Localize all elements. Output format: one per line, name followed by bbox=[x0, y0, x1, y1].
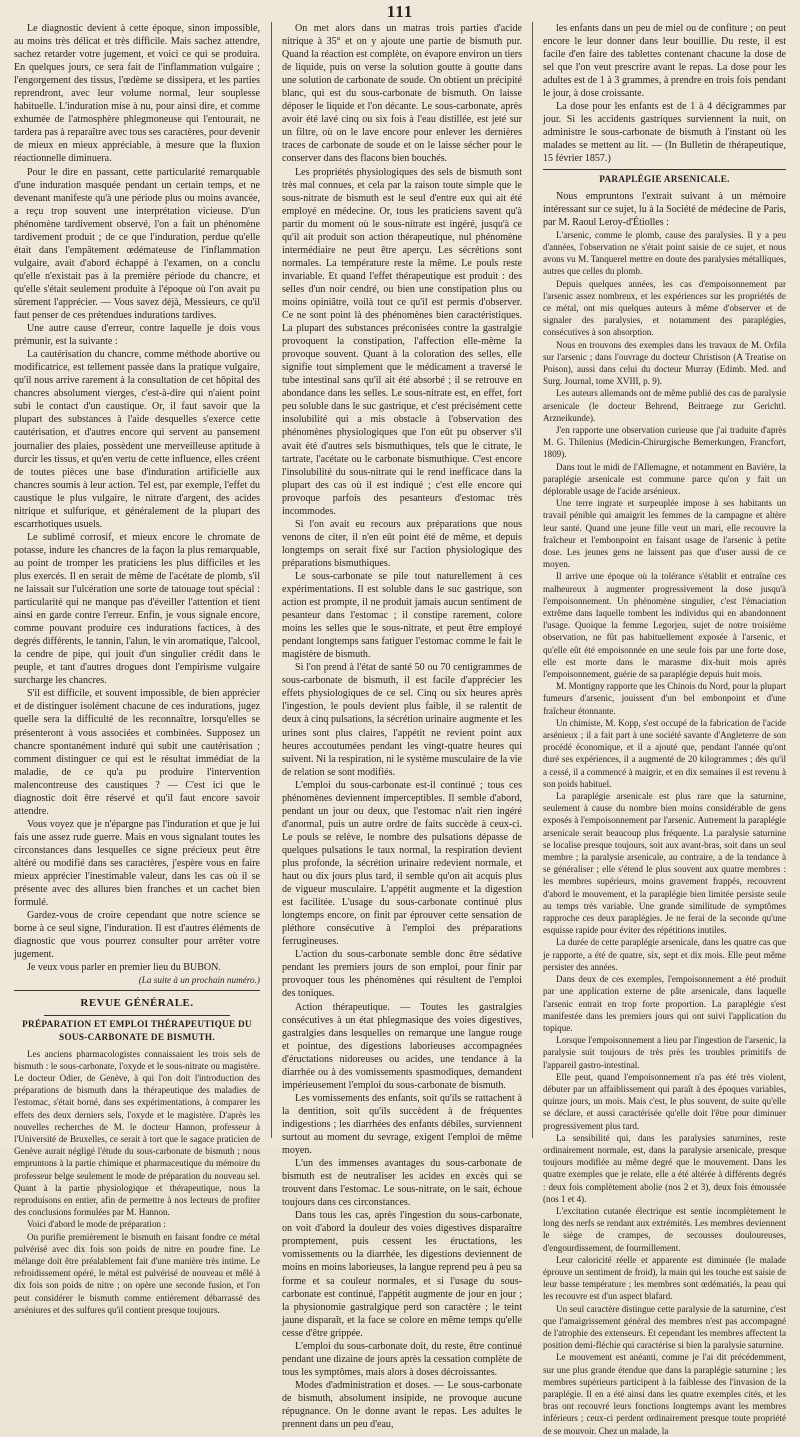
paragraph: Pour le dire en passant, cette particularité remarquable d'une induration masquée pendant un certain temps, et ne devenant manifeste qu'à une période plus ou moins avancée, a reçu trop souvent une interprétation vicieuse. D'un phénomène tardivement observé, l'on a fait un phénomène tardivement produit ; de ce que l'induration, perdue qu'elle était dans l'empâtement œdémateuse de l'inflammation vulgaire, avait d'abord échappé à l'examen, on a conclu qu'elle n'existait pas à la première période du chancre, et qu'elle s'était seulement produite à l'époque où l'on avait pu sûrement l'apprécier. — Vous savez déjà, Messieurs, ce qu'il faut penser de ces prétendues indurations tardives. bbox=[14, 166, 260, 322]
paragraph: L'emploi du sous-carbonate doit, du reste, être continué pendant une dizaine de jours après la cessation complète de tous les symptômes, mais alors à doses décroissantes. bbox=[282, 1340, 522, 1378]
paragraph: Le sublimé corrosif, et mieux encore le chromate de potasse, indure les chancres de la façon la plus remarquable, au point de tromper les praticiens les plus difficiles et les plus exercés. Il en serait de même de l'acétate de plomb, s'il ne laissait sur l'ulcération une sorte de tatouage tout spécial : particularité qui ne manque pas d'éveiller l'attention et tient ainsi en garde contre l'erreur. Enfin, je vous signale encore, comme pouvant produire ces indurations factices, à des degrés différents, le tannin, l'alun, le vin aromatique, l'alcool, la cendre de pipe, qui jouit d'un singulier crédit dans le peuple, et tant d'autres drogues dont l'empirisme vulgaire surcharge les chancres. bbox=[14, 531, 260, 687]
paragraph: Nous empruntons l'extrait suivant à un mémoire intéressant sur ce sujet, lu à la Société de médecine de Paris, par M. Raoul Leroy-d'Étiolles : bbox=[543, 190, 786, 228]
paragraph: La paraplégie arsenicale est plus rare que la saturnine, seulement à cause du nombre bien moins considérable de gens exposés à l'empoisonnement par l'arsenic. Autrement la paraplégie arsenicale serait beaucoup plus fréquente. La paralysie saturnine se localise presque toujours, soit aux avant-bras, soit dans un seul membre ; la paralysie arsenicale, au contraire, a de la tendance à se généraliser ; elle s'étend le plus souvent aux quatre membres : les membres supérieurs, moins gravement frappés, recouvrent d'abord le mouvement, et la paraplégie bien limitée persiste seule au temps très variable. Une grande similitude de symptômes rapproche ces deux paraplégies. Je ne ferai de la seconde qu'une esquisse rapide pour éviter des répétitions inutiles. bbox=[543, 791, 786, 936]
paragraph: L'excitation cutanée électrique est sentie incomplètement le long des nerfs se rendant aux extrémités. Les membres deviennent le siège de crampes, de secousses douloureuses, d'engourdissement, de fourmillement. bbox=[543, 1205, 786, 1253]
article-title: PRÉPARATION ET EMPLOI THÉRAPEUTIQUE DU SOUS-CARBONATE DE BISMUTH. bbox=[22, 1018, 252, 1042]
column-rule bbox=[532, 22, 533, 1138]
paragraph: M. Montigny rapporte que les Chinois du Nord, pour la plupart fumeurs d'arsenic, jouissent d'un bel embonpoint et d'une fraîcheur étonnante. bbox=[543, 681, 786, 716]
article-title: PARAPLÉGIE ARSENICALE. bbox=[599, 173, 730, 184]
paragraph: S'il est difficile, et souvent impossible, de bien apprécier et de distinguer isolément chacune de ces indurations, jugez quelle sera la difficulté de les reconnaître, lorsqu'elles se présenteront à vous associées et combinées. Supposez un chancre spontanément induré qui subit une cautérisation ; comment distinguer ce qui est le résultat immédiat de la maladie, de ce qu'a pu produire l'intervention malencontreuse des caustiques ? — C'est ici que le diagnostic doit être réservé et qu'il faut encore savoir attendre. bbox=[14, 688, 260, 817]
column-1 bbox=[14, 22, 260, 1315]
paragraph: Dans deux de ces exemples, l'empoisonnement a été produit par une application externe de pâte arsenicale, dans laquelle l'arsenic entrait en trop forte proportion. La paraplégie s'est manifestée dans les premiers jours qui ont suivi l'application du topique. bbox=[543, 974, 786, 1033]
paragraph: L'action du sous-carbonate semble donc être sédative pendant les premiers jours de son emploi, pour finir par provoquer tous les phénomènes qui résultent de l'emploi des toniques. bbox=[282, 949, 522, 1000]
paragraph: La dose pour les enfants est de 1 à 4 décigrammes par jour. Si les accidents gastriques surviennent la nuit, on administre le sous-carbonate de bismuth à l'instant où les malades se mettent au lit. — (In Bulletin de thérapeutique, 15 février 1857.) bbox=[543, 101, 786, 165]
paragraph: L'arsenic, comme le plomb, cause des paralysies. Il y a peu d'années, l'observation ne s'était point saisie de ce sujet, et nous avons vu M. Tanquerel mettre en doute des paralysies métalliques, autres que celles du plomb. bbox=[543, 229, 786, 277]
column-3 bbox=[543, 22, 786, 1436]
paragraph: Je veux vous parler en premier lieu du BUBON. bbox=[27, 962, 221, 974]
paragraph: Le mouvement est anéanti, comme je l'ai dit précédemment, sur une plus grande étendue que dans la paraplégie saturnine ; les membres supérieurs participent à la faiblesse des l'invasion de la paraplégie. Il en a été ainsi dans les quatre exemples cités, et les bras ont recouvré leurs fonctions longtemps avant les membres inférieurs ; ceux-ci perdent ordinairement presque toute propriété de se mouvoir. Chez un malade, la bbox=[543, 1352, 786, 1436]
paragraph: Lorsque l'empoisonnement a lieu par l'ingestion de l'arsenic, la paralysie suit toujours de très près les troubles primitifs de l'appareil gastro-intestinal. bbox=[543, 1035, 786, 1070]
paragraph: Modes d'administration et doses. — Le sous-carbonate de bismuth, absolument insipide, ne provoque aucune répugnance. On le donne avant le repas. Les adultes le prennent dans un peu d'eau, bbox=[282, 1379, 522, 1431]
paragraph: L'un des immenses avantages du sous-carbonate de bismuth est de neutraliser les acides en excès qui se trouvent dans l'estomac. Le sous-nitrate, on le sait, échoue toujours dans ces circonstances. bbox=[282, 1158, 522, 1209]
sequel-note: (La suite à un prochain numéro.) bbox=[138, 975, 260, 986]
paragraph: Les vomissements des enfants, soit qu'ils se rattachent à la dentition, soit qu'ils succèdent à de fréquentes indigestions ; les diarrhées des enfants débiles, surviennent surtout au moment du sevrage, exigent l'emploi de même moyen. bbox=[282, 1092, 522, 1157]
paragraph: La cautérisation du chancre, comme méthode abortive ou modificatrice, est tellement passée dans la pratique vulgaire, qu'il nous arrive rarement à la consultation de cet hôpital des chancres absolument vierges, c'est-à-dire qui n'aient point subi le contact d'un caustique. Or, il faut savoir que la plupart des substances à l'aide desquelles s'exerce cette cautérisation, et d'autres encore qui servent au pansement journalier des plaies, possèdent une merveilleuse aptitude à durcir les tissus, et qu'en vertu de cette influence, elles créent de toutes pièces une base d'induration artificielle aux chancres soumis à leur action. Tel est, par exemple, l'effet du caustique le plus vulgaire, le nitrate d'argent, des acides nitrique et sulfurique, et généralement de la plupart des escarrhotiques usuels. bbox=[14, 349, 260, 530]
paragraph: Action thérapeutique. — Toutes les gastralgies consécutives à un état phlegmasique des voies digestives, gastralgies dans lesquelles on remarque une langue rouge et pointue, des digestions laborieuses accompagnées d'éructations nidoreuses ou acides, une tendance à la diarrhée ou à des vomissements spasmodiques, demandent impérieusement l'emploi du sous-carbonate de bismuth. bbox=[282, 1001, 522, 1091]
paragraph: La sensibilité qui, dans les paralysies saturnines, reste ordinairement normale, est, dans la paralysie arsenicale, presque toujours modifiée au même degré que le mouvement. Dans les quatre exemples que je relate, elle a été altérée à différents degrés : deux fois complètement abolie (nos 2 et 3), deux fois émoussée (nos 1 et 4). bbox=[543, 1132, 786, 1204]
paragraph: Elle peut, quand l'empoisonnement n'a pas été très violent, débuter par un affaiblissement qui paraît à des époques variables, quinze jours, un mois. Mais c'est, le plus souvent, de suite qu'elle se déclare, et aussi caractérisée qu'elle doit l'être pour diminuer progressivement plus tard. bbox=[543, 1071, 786, 1131]
paragraph: L'emploi du sous-carbonate est-il continué ; tous ces phénomènes deviennent imperceptibles. Il semble d'abord, pendant un jour ou deux, que l'estomac n'ait rien ingéré d'anormal, puis un autre ordre de faits succède à ceux-ci. Le pouls se relève, le nombre des pulsations dépasse de quelques pulsations le taux normal, la respiration devient plus profonde, la sécrétion urinaire redevient normale, et haut ou dix jours plus tard, il semble qu'on ait acquis plus de vigueur musculaire. L'appétit augmente et la digestion est facilitée. L'usage du sous-carbonate continué plus longtemps encore, on finit par éprouver cette sensation de pléthore consécutive à l'emploi des préparations ferrugineuses. bbox=[282, 779, 522, 948]
paragraph: Gardez-vous de croire cependant que notre science se borne à ce seul signe, l'induration. Il est d'autres éléments de diagnostic que vous pourrez consulter pour arrêter votre jugement. bbox=[14, 910, 260, 961]
page-number: 111 bbox=[386, 2, 414, 21]
paragraph: Il arrive une époque où la tolérance s'établit et entraîne ces malheureux à augmenter progressivement la dose jusqu'à l'empoisonnement. Un phénomène singulier, c'est l'émaciation extrême dans laquelle tombent les individus qui en abandonnent l'usage. Quoique la femme Legorjeu, sujet de notre troisième observation, ne fût pas habituellement exposée à l'arsenic, et qu'elle eût été empoisonnée en une seule fois par une forte dose, elle est morte dans le marasme dix-huit mois après l'empoisonnement, guérie de sa paraplégie depuis huit mois. bbox=[543, 571, 786, 680]
paragraph: Dans tous les cas, après l'ingestion du sous-carbonate, on voit d'abord la douleur des voies digestives disparaître promptement, puis cessent les éructations, les vomissements ou la diarrhée, les digestions deviennent de moins en moins laborieuses, la langue reprend peu à peu sa forme et sa couleur normales, et si l'usage du sous-carbonate est continué, l'appétit augmente de jour en jour ; la physionomie gastralgique perd son caractère ; le teint jaune disparaît, et la face se colore en même temps qu'elle cesse d'être grippée. bbox=[282, 1210, 522, 1339]
divider bbox=[44, 1015, 230, 1016]
paragraph: Une terre ingrate et surpeuplée impose à ses habitants un travail pénible qui amaigrit les femmes de la campagne et altère leur santé. Quand une jeune fille veut un mari, elle recouvre la fraîcheur et l'embonpoint en faisant usage de l'arsenic à petite dose. Les jeunes gens ne laissent pas que d'user aussi de ce moyen. bbox=[543, 498, 786, 570]
paragraph: Le sous-carbonate se pile tout naturellement à ces expérimentations. Il est soluble dans le suc gastrique, son action est prompte, il ne produit jamais aucun sentiment de pesanteur dans l'estomac ; il constipe rarement, colore moins les selles que le sous-nitrate, et peut être employé pendant longtemps sans fatiguer l'estomac comme le fait le magistère de bismuth. bbox=[282, 570, 522, 661]
paragraph: J'en rapporte une observation curieuse que j'ai traduite d'après M. G. Thilenius (Medicin-Chirurgische Bemerkungen, Francfort, 1809). bbox=[543, 424, 786, 460]
paragraph: Les anciens pharmacologistes connaissaient les trois sels de bismuth : le sous-carbonate, l'oxyde et le sous-nitrate ou magistère. Le docteur Odier, de Genève, à qui l'on doit l'introduction des préparations de bismuth dans la thérapeutique des maladies de l'estomac, s'était borné, dans ses expérimentations, à comparer les effets des deux derniers sels, l'oxyde et le magistère. D'après les nouvelles recherches de M. le docteur Hannon, professeur à l'Université de Bruxelles, ce serait à tort que le sagace praticien de Genève aurait négligé l'étude du sous-carbonate de bismuth ; nous empruntons à la partie chimique et pharmaceutique du mémoire du professeur belge seulement le mode de préparation du nouveau sel. Quant à la partie physiologique et thérapeutique, nous la reproduisons en entier, afin de permettre à nos lecteurs de profiter des conclusions formulées par M. Hannon. bbox=[14, 1048, 260, 1218]
paragraph: Les auteurs allemands ont de même publié des cas de paralysie arsenicale (le docteur Behrend, Beitraege zur Gerichtl. Arzneikunde). bbox=[543, 388, 786, 423]
divider bbox=[14, 990, 260, 991]
paragraph: Depuis quelques années, les cas d'empoisonnement par l'arsenic assez nombreux, et les expériences sur les propriétés de ce métal, ont mis quelques auteurs à même d'observer et de signaler des paralysies, et notamment des paraplégies, consécutives à son absorption. bbox=[543, 278, 786, 338]
column-2 bbox=[282, 22, 522, 1431]
paragraph: Dans tout le midi de l'Allemagne, et notamment en Bavière, la paraplégie arsenicale est commune parce qu'on y fait un déplorable usage de l'acide arsénieux. bbox=[543, 461, 786, 496]
paragraph: Un seul caractère distingue cette paralysie de la saturnine, c'est que l'amaigrissement général des membres n'est pas accompagné de l'atrophie des extenseurs. Et cependant les membres affectent la position demi-fléchie qui caractérise si bien la paralysie saturnine. bbox=[543, 1303, 786, 1351]
paragraph: Si l'on prend à l'état de santé 50 ou 70 centigrammes de sous-carbonate de bismuth, il est facile d'apprécier les effets physiologiques de ce sel. Cinq ou six heures après l'ingestion, le pouls devient plus faible, il se ralentit de deux à cinq pulsations, la sécrétion urinaire augmente et les urines sont plus claires, l'appétit ne revient point aux heures accoutumées pendant les vingt-quatre heures qui suivent. Ni la respiration, ni le système musculaire de la vie de relation se sont modifiés. bbox=[282, 662, 522, 778]
paragraph: Les propriétés physiologiques des sels de bismuth sont très mal connues, et cela par la raison toute simple que le sous-nitrate de bismuth est le seul d'entre eux qui ait été employé en médecine. Or, tous les praticiens savent qu'à partir du moment où le sous-nitrate est ingéré, jusqu'à ce qu'il ait produit son action thérapeutique, nul phénomène intermédiaire ne peut être aperçu. Les sécrétions sont normales. La température reste la même. Le pouls reste invariable. Et quand l'effet thérapeutique est produit : des selles d'un noir cendré, ou bien une constipation plus ou moins opiniâtre, voilà tout ce qu'il est permis d'observer. Ce ne sont point là des phénomènes bien caractéristiques. La plupart des substances préconisées contre la gastralgie provoquent la constipation, l'affection elle-même la provoque souvent. Quant à la coloration des selles, elle signifie tout simplement que le médicament a traversé le tube intestinal sans qu'il ait été absorbé ; il se retrouve en abondance dans les selles. Le sous-nitrate est, en effet, fort peu soluble dans le suc gastrique, et c'est précisément cette insolubilité qui a mis obstacle à l'observation des phénomènes physiologiques que l'on eût pu observer s'il avait été d'autres sels bismuthiques, tels que le citrate, le tartrate, l'acétate ou le carbonate bismuthique. C'est encore l'insolubilité du sous-nitrate qui le rend inefficace dans la plupart des cas où il est indiqué ; c'est elle encore qui provoque parfois des pesanteurs d'estomac très incommodes. bbox=[282, 166, 522, 517]
paragraph: Voici d'abord le mode de préparation : bbox=[27, 1219, 166, 1230]
paragraph: Nous en trouvons des exemples dans les travaux de M. Orfila sur l'arsenic ; dans l'ouvrage du docteur Christison (A Treatise on Poison), aussi dans celui du docteur Murray (Edimb. Med. and Surg. Journal, tome XVIII, p. 9). bbox=[543, 339, 786, 387]
paragraph: Vous voyez que je n'épargne pas l'induration et que je lui fais une assez rude guerre. Mais en vous signalant toutes les circonstances dans lesquelles ce signe précieux peut être altéré ou modifié dans ses caractères, j'espère vous en faire mieux apprécier l'inestimable valeur, dans les cas où il se présente avec des allures bien franches et un cachet bien formulé. bbox=[14, 818, 260, 909]
divider bbox=[543, 169, 786, 170]
paragraph: les enfants dans un peu de miel ou de confiture ; on peut encore le leur donner dans leur bouillie. Du reste, il est facile d'en faire des tablettes contenant chacune la dose de sel que l'on veut prescrire avant le repas. La dose pour les adultes est de 1 à 3 grammes, à prendre en trois fois pendant le jour, à dose croissante. bbox=[543, 23, 786, 100]
paragraph: On met alors dans un matras trois parties d'acide nitrique à 35° et on y ajoute une partie de bismuth pur. Quand la réaction est complète, on évapore environ un tiers de liquide, puis on verse la solution goutte à goutte dans une solution de carbonate de soude. On obtient un précipité blanc, qui est du sous-carbonate de bismuth. On laisse déposer le liquide et l'on décante. Le sous-carbonate, après avoir été lavé cinq ou six fois à l'eau distillée, est jeté sur un filtre, où on le lave encore pour enlever les dernières traces de carbonate de soude et on le laisse sécher pour le conserver dans des flacons bien bouchés. bbox=[282, 23, 522, 165]
paragraph: On purifie premièrement le bismuth en faisant fondre ce métal pulvérisé avec dix fois son poids de nitre en poudre fine. Le mélange doit être préalablement fait d'une manière très intime. Le refroidissement opéré, le métal est pulvérisé de nouveau et mêlé à dix fois son poids de nitre ; on opère une seconde fusion, et l'on peut considérer le bismuth comme entièrement débarrassé des arséniures et des sulfures qu'il contient presque toujours. bbox=[14, 1231, 260, 1315]
paragraph: Une autre cause d'erreur, contre laquelle je dois vous prémunir, est la suivante : bbox=[14, 323, 260, 348]
paragraph: Leur caloricité réelle et apparente est diminuée (le malade éprouve un sentiment de froid), la main qui les touche est saisie de leur basse température ; les membres sont œdématiés, la peau qui les recouvre est d'un aspect blafard. bbox=[543, 1254, 786, 1302]
paragraph: La durée de cette paraplégie arsenicale, dans les quatre cas que je rapporte, a été de quatre, six, sept et dix mois. Elle peut même persister des années. bbox=[543, 937, 786, 972]
paragraph: Si l'on avait eu recours aux préparations que nous venons de citer, il n'en eût point été de même, et depuis longtemps on serait fixé sur l'action physiologique des préparations bismuthiques. bbox=[282, 518, 522, 569]
paragraph: Le diagnostic devient à cette époque, sinon impossible, au moins très délicat et très difficile. Mais sachez attendre, sachez retarder votre jugement, et voici ce qui se produira. En quelques jours, ce sera fait de l'inflammation vulgaire ; l'engorgement des tissus, l'œdème se dissipera, et les parties reprendront, avec leur volume normal, leur souplesse habituelle. L'induration mise à nu, pour ainsi dire, et comme exhumée de l'atmosphère phlegmoneuse qui l'entourait, ne tardera pas à reparaître avec tous ses caractères, pour devenir de mieux en mieux appréciable, à mesure que la fluxion réactionnelle diminuera. bbox=[14, 23, 260, 165]
section-heading: REVUE GÉNÉRALE. bbox=[80, 997, 194, 1010]
paragraph: Un chimiste, M. Kopp, s'est occupé de la fabrication de l'acide arsénieux ; il a fait part à une société savante d'Angleterre de son procédé économique, et il a ajouté que, pendant l'année qu'ont duré ses expériences, il a augmenté de 20 kilogrammes ; dès qu'il a cessé, il a commencé à maigrir, et en dix semaines il est revenu à son poids habituel. bbox=[543, 717, 786, 789]
column-rule bbox=[271, 22, 272, 1138]
